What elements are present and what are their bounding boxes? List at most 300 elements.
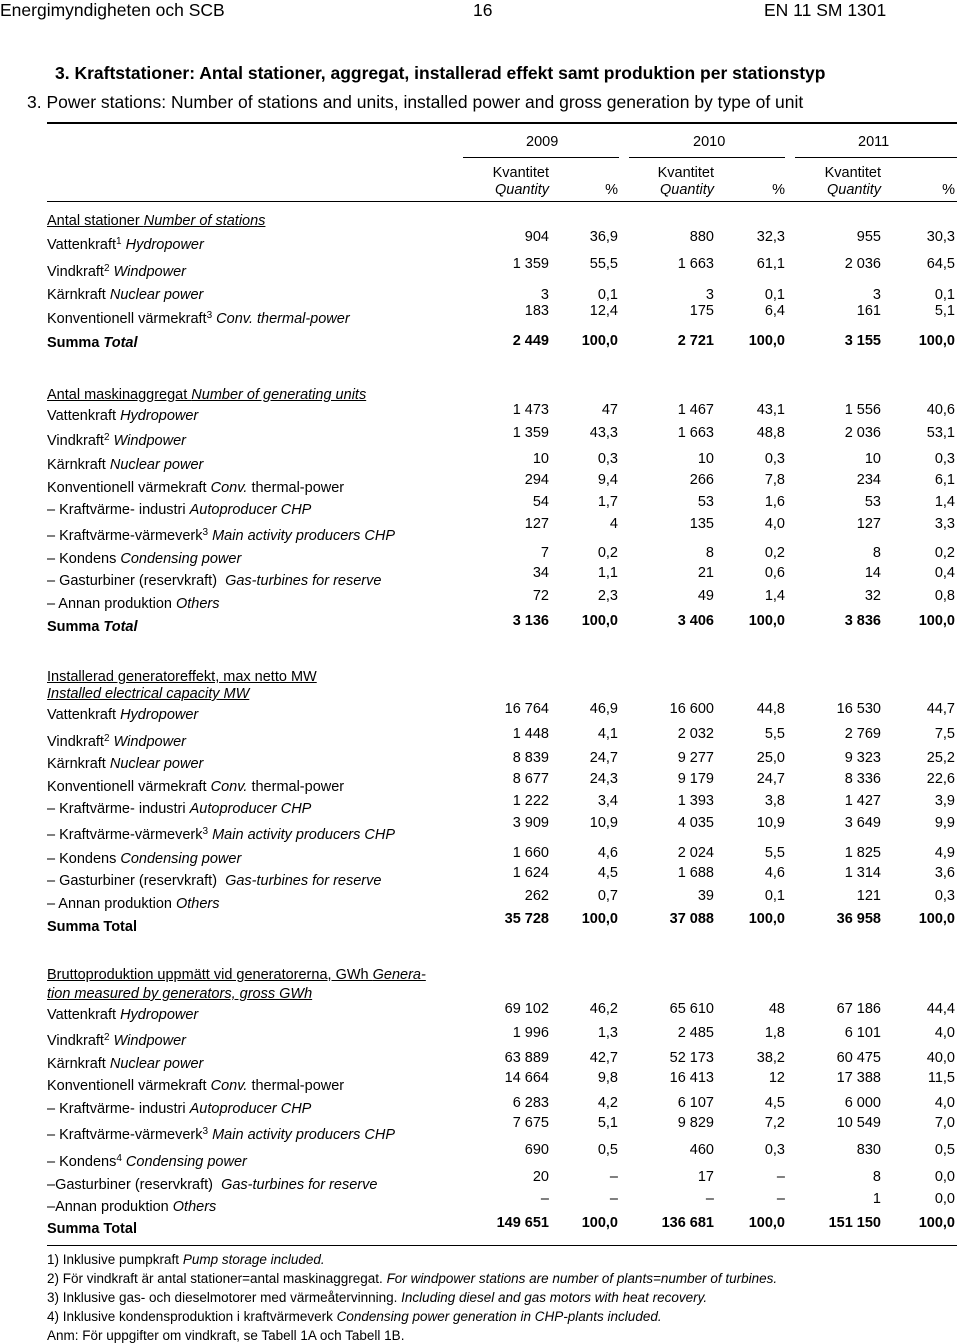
table-cell: 1 825 bbox=[844, 845, 881, 861]
label-part: – Kraftvärme- industri bbox=[47, 502, 190, 518]
table-cell: 39 bbox=[697, 888, 714, 904]
table-cell: 3 155 bbox=[844, 333, 881, 349]
table-cell: 61,1 bbox=[756, 256, 785, 272]
table-cell: 7 bbox=[540, 545, 549, 561]
label-part: – Kraftvärme- industri bbox=[47, 801, 190, 817]
table-cell: 20 bbox=[532, 1169, 549, 1185]
footnote bbox=[47, 1272, 777, 1286]
row-label bbox=[47, 1155, 247, 1170]
table-cell: – bbox=[776, 1191, 785, 1207]
footnote-ref: 4 bbox=[116, 1153, 122, 1164]
table-cell: 30,3 bbox=[926, 229, 955, 245]
label-part: Total bbox=[103, 335, 138, 351]
table-cell: 0,3 bbox=[934, 888, 955, 904]
table-cell: 36,9 bbox=[589, 229, 618, 245]
table-cell: 52 173 bbox=[669, 1050, 714, 1066]
table-cell: 69 102 bbox=[504, 1001, 549, 1017]
table-cell: 14 664 bbox=[504, 1070, 549, 1086]
table-cell: 1 359 bbox=[512, 256, 549, 272]
label-part: Windpower bbox=[109, 264, 186, 280]
label-part: Condensing power generation in CHP-plants included. bbox=[336, 1309, 662, 1324]
table-cell: 3 406 bbox=[677, 613, 714, 629]
table-cell: 5,5 bbox=[764, 845, 785, 861]
table-cell: 1 473 bbox=[512, 402, 549, 418]
label-part: tion measured by generators, gross GWh bbox=[47, 986, 313, 1002]
table-cell: 65 610 bbox=[669, 1001, 714, 1017]
label-part: Number of stations bbox=[143, 213, 266, 229]
label-part: Conv. bbox=[210, 779, 252, 795]
table-cell: 16 764 bbox=[504, 701, 549, 717]
table-cell: 44,8 bbox=[756, 701, 785, 717]
table-cell: 16 413 bbox=[669, 1070, 714, 1086]
table-cell: 9,9 bbox=[934, 815, 955, 831]
table-cell: 100,0 bbox=[581, 1215, 618, 1231]
table-cell: 2 024 bbox=[677, 845, 714, 861]
row-label bbox=[47, 481, 344, 496]
footnote-ref: 2 bbox=[103, 263, 110, 274]
label-part: Nuclear power bbox=[109, 287, 204, 303]
label-part: Conv. bbox=[210, 480, 252, 496]
table-cell: 44,7 bbox=[926, 701, 955, 717]
label-part: Antal maskinaggregat bbox=[47, 387, 192, 403]
table-cell: 3,9 bbox=[934, 793, 955, 809]
label-part: Antal stationer bbox=[47, 213, 144, 229]
table-cell: 43,1 bbox=[756, 402, 785, 418]
label-part: Number of generating units bbox=[191, 387, 367, 403]
label-part: Gas-turbines for reserve bbox=[225, 873, 382, 889]
table-cell: 9 323 bbox=[844, 750, 881, 766]
footnote-ref: 3 bbox=[202, 1126, 209, 1137]
table-cell: 1,7 bbox=[597, 494, 618, 510]
label-part: – Kraftvärme-värmeverk bbox=[47, 1127, 203, 1143]
table-cell: 10,9 bbox=[756, 815, 785, 831]
table-cell: 2 449 bbox=[512, 333, 549, 349]
header-kvantitet: Kvantitet bbox=[657, 165, 714, 181]
table-cell: 1 624 bbox=[512, 865, 549, 881]
table-cell: 12 bbox=[768, 1070, 785, 1086]
header-quantity: Quantity bbox=[827, 182, 881, 198]
table-cell: 1 bbox=[872, 1191, 881, 1207]
year-2010: 2010 bbox=[693, 134, 726, 150]
label-part: Konventionell värmekraft bbox=[47, 1078, 211, 1094]
label-part: –Annan produktion bbox=[47, 1199, 173, 1215]
table-cell: 830 bbox=[856, 1142, 881, 1158]
table-cell: 3 909 bbox=[512, 815, 549, 831]
row-label bbox=[47, 1200, 216, 1215]
label-part: – Kondens bbox=[47, 551, 121, 567]
label-part: Main activity producers CHP bbox=[208, 1127, 396, 1143]
row-label bbox=[47, 828, 395, 843]
table-cell: 5,1 bbox=[597, 1115, 618, 1131]
table-cell: 0,7 bbox=[597, 888, 618, 904]
table-cell: 1 663 bbox=[677, 256, 714, 272]
table-cell: 460 bbox=[689, 1142, 714, 1158]
table-cell: 0,6 bbox=[764, 565, 785, 581]
table-cell: 100,0 bbox=[918, 333, 955, 349]
table-cell: 4,9 bbox=[934, 845, 955, 861]
label-part: Vattenkraft bbox=[47, 1007, 121, 1023]
table-cell: 36 958 bbox=[836, 911, 881, 927]
table-cell: 63 889 bbox=[504, 1050, 549, 1066]
table-cell: 46,2 bbox=[589, 1001, 618, 1017]
table-cell: 17 bbox=[697, 1169, 714, 1185]
table-cell: 183 bbox=[524, 303, 549, 319]
table-cell: 3,6 bbox=[934, 865, 955, 881]
label-part: 2) För vindkraft är antal stationer=antal maskinaggregat. bbox=[47, 1271, 387, 1286]
table-cell: 1 996 bbox=[512, 1025, 549, 1041]
table-cell: 35 728 bbox=[504, 911, 549, 927]
table-cell: 6,1 bbox=[934, 472, 955, 488]
label-part: Nuclear power bbox=[109, 1056, 204, 1072]
label-part: thermal-power bbox=[257, 311, 350, 327]
table-cell: 7,2 bbox=[764, 1115, 785, 1131]
table-cell: 4 bbox=[609, 516, 618, 532]
label-part: Vattenkraft bbox=[47, 707, 121, 723]
label-part: 3) Inklusive gas- och dieselmotorer med värmeåtervinning. bbox=[47, 1290, 402, 1305]
table-cell: 7,0 bbox=[934, 1115, 955, 1131]
table-cell: 3 bbox=[540, 287, 549, 303]
table-cell: 10 bbox=[697, 451, 714, 467]
label-part: For windpower stations are number of plants=number of turbines. bbox=[386, 1271, 778, 1286]
footnote bbox=[47, 1291, 707, 1305]
table-cell: 0,1 bbox=[597, 287, 618, 303]
row-label bbox=[47, 434, 186, 449]
table-cell: 47 bbox=[601, 402, 618, 418]
total-row-label bbox=[47, 620, 138, 635]
label-part: – Annan produktion bbox=[47, 896, 176, 912]
table-cell: 10,9 bbox=[589, 815, 618, 831]
row-label bbox=[47, 1079, 344, 1094]
footnote-ref: 2 bbox=[103, 1032, 110, 1043]
table-cell: 72 bbox=[532, 588, 549, 604]
table-cell: 8 bbox=[705, 545, 714, 561]
table-cell: 46,9 bbox=[589, 701, 618, 717]
label-part: thermal-power bbox=[251, 480, 345, 496]
row-label bbox=[47, 1102, 311, 1117]
table-cell: 55,5 bbox=[589, 256, 618, 272]
label-part: thermal-power bbox=[251, 779, 345, 795]
header-percent: % bbox=[605, 182, 618, 198]
label-part: Kärnkraft bbox=[47, 287, 110, 303]
table-cell: 0,4 bbox=[934, 565, 955, 581]
table-cell: 5,1 bbox=[934, 303, 955, 319]
table-cell: 4,5 bbox=[764, 1095, 785, 1111]
table-cell: 2,3 bbox=[597, 588, 618, 604]
table-cell: 955 bbox=[856, 229, 881, 245]
header-quantity: Quantity bbox=[495, 182, 549, 198]
row-label bbox=[47, 409, 198, 424]
row-label bbox=[47, 312, 350, 327]
table-cell: 25,0 bbox=[756, 750, 785, 766]
table-cell: 1,4 bbox=[934, 494, 955, 510]
table-cell: 32,3 bbox=[756, 229, 785, 245]
header-percent: % bbox=[772, 182, 785, 198]
year-rule-2009 bbox=[463, 157, 619, 158]
table-cell: 880 bbox=[689, 229, 714, 245]
section-title-line2 bbox=[47, 686, 249, 703]
table-cell: 175 bbox=[689, 303, 714, 319]
row-label bbox=[47, 852, 241, 867]
label-part: Anm: För uppgifter om vindkraft, se Tabell 1A och Tabell 1B. bbox=[47, 1328, 405, 1343]
label-part: Conv. bbox=[212, 311, 257, 327]
table-cell: 100,0 bbox=[581, 333, 618, 349]
total-row-label bbox=[47, 1222, 137, 1237]
table-cell: 2 032 bbox=[677, 726, 714, 742]
label-part: Total bbox=[103, 619, 138, 635]
table-cell: 48 bbox=[768, 1001, 785, 1017]
label-part: – Kondens bbox=[47, 851, 121, 867]
label-part: Gas-turbines for reserve bbox=[225, 573, 382, 589]
header-left: Energimyndigheten och SCB bbox=[0, 0, 225, 20]
table-cell: 2 485 bbox=[677, 1025, 714, 1041]
table-cell: 8 336 bbox=[844, 771, 881, 787]
label-part: Main activity producers CHP bbox=[208, 528, 396, 544]
table-cell: – bbox=[609, 1191, 618, 1207]
table-cell: 2 036 bbox=[844, 256, 881, 272]
table-cell: 54 bbox=[532, 494, 549, 510]
label-part: Konventionell värmekraft bbox=[47, 480, 211, 496]
label-part: Genera- bbox=[372, 967, 426, 983]
row-label bbox=[47, 265, 186, 280]
label-part: Nuclear power bbox=[109, 756, 204, 772]
header-right: EN 11 SM 1301 bbox=[764, 0, 887, 20]
table-cell: 127 bbox=[524, 516, 549, 532]
table-cell: 0,2 bbox=[597, 545, 618, 561]
row-label bbox=[47, 757, 203, 772]
table-cell: 9,8 bbox=[597, 1070, 618, 1086]
label-part: Condensing power bbox=[121, 1154, 247, 1170]
label-part: Gas-turbines for reserve bbox=[221, 1177, 378, 1193]
table-cell: 53 bbox=[864, 494, 881, 510]
table-cell: 135 bbox=[689, 516, 714, 532]
table-cell: 42,7 bbox=[589, 1050, 618, 1066]
table-cell: 9 179 bbox=[677, 771, 714, 787]
table-cell: 8 839 bbox=[512, 750, 549, 766]
table-cell: 9,4 bbox=[597, 472, 618, 488]
table-cell: 3,3 bbox=[934, 516, 955, 532]
table-cell: 44,4 bbox=[926, 1001, 955, 1017]
table-cell: 40,0 bbox=[926, 1050, 955, 1066]
table-cell: 3,4 bbox=[597, 793, 618, 809]
table-cell: 4 035 bbox=[677, 815, 714, 831]
table-cell: 67 186 bbox=[836, 1001, 881, 1017]
table-cell: 24,7 bbox=[589, 750, 618, 766]
footnote-ref: 2 bbox=[103, 733, 110, 744]
table-cell: 64,5 bbox=[926, 256, 955, 272]
table-cell: 8 bbox=[872, 545, 881, 561]
table-cell: 0,5 bbox=[934, 1142, 955, 1158]
table-cell: 53,1 bbox=[926, 425, 955, 441]
table-cell: 0,1 bbox=[764, 888, 785, 904]
table-cell: 21 bbox=[697, 565, 714, 581]
table-cell: 24,7 bbox=[756, 771, 785, 787]
table-cell: 1 467 bbox=[677, 402, 714, 418]
table-cell: 1 427 bbox=[844, 793, 881, 809]
table-cell: 22,6 bbox=[926, 771, 955, 787]
table-cell: 1,4 bbox=[764, 588, 785, 604]
label-part: Kärnkraft bbox=[47, 1056, 110, 1072]
year-rule-2010 bbox=[629, 157, 785, 158]
table-cell: 48,8 bbox=[756, 425, 785, 441]
label-part: Main activity producers CHP bbox=[208, 827, 396, 843]
label-part: Nuclear power bbox=[109, 457, 204, 473]
table-cell: 100,0 bbox=[581, 613, 618, 629]
row-label bbox=[47, 574, 381, 589]
table-cell: 37 088 bbox=[669, 911, 714, 927]
table-cell: 1 660 bbox=[512, 845, 549, 861]
table-cell: 1 448 bbox=[512, 726, 549, 742]
table-cell: 34 bbox=[532, 565, 549, 581]
table-cell: 6,4 bbox=[764, 303, 785, 319]
label-part: Vindkraft bbox=[47, 433, 104, 449]
row-label bbox=[47, 1128, 395, 1143]
table-cell: 7,5 bbox=[934, 726, 955, 742]
label-part: Hydropower bbox=[120, 1007, 199, 1023]
table-cell: – bbox=[705, 1191, 714, 1207]
table-cell: 43,3 bbox=[589, 425, 618, 441]
table-cell: 4,2 bbox=[597, 1095, 618, 1111]
header-percent: % bbox=[942, 182, 955, 198]
label-part: Summa Total bbox=[47, 1221, 137, 1237]
footnote bbox=[47, 1310, 662, 1324]
label-part: Autoproducer CHP bbox=[189, 502, 312, 518]
table-cell: 16 600 bbox=[669, 701, 714, 717]
label-part: Konventionell värmekraft bbox=[47, 311, 207, 327]
label-part: Condensing power bbox=[120, 851, 242, 867]
row-label bbox=[47, 288, 203, 303]
header-kvantitet: Kvantitet bbox=[824, 165, 881, 181]
table-cell: 1 556 bbox=[844, 402, 881, 418]
row-label bbox=[47, 503, 311, 518]
year-2011: 2011 bbox=[858, 134, 890, 150]
label-part: Installerad generatoreffekt, max netto MW bbox=[47, 669, 317, 685]
table-cell: 1 688 bbox=[677, 865, 714, 881]
label-part: Konventionell värmekraft bbox=[47, 779, 211, 795]
table-cell: 6 000 bbox=[844, 1095, 881, 1111]
table-cell: 40,6 bbox=[926, 402, 955, 418]
table-cell: 6 283 bbox=[512, 1095, 549, 1111]
table-cell: 100,0 bbox=[748, 911, 785, 927]
total-row-label bbox=[47, 336, 138, 351]
label-part: Autoproducer CHP bbox=[189, 1101, 312, 1117]
page-number: 16 bbox=[473, 0, 493, 20]
table-cell: 10 bbox=[864, 451, 881, 467]
table-cell: 5,5 bbox=[764, 726, 785, 742]
table-cell: 100,0 bbox=[918, 911, 955, 927]
label-part: thermal-power bbox=[251, 1078, 345, 1094]
header-rule bbox=[47, 201, 957, 202]
table-cell: 1 222 bbox=[512, 793, 549, 809]
table-cell: 161 bbox=[856, 303, 881, 319]
row-label bbox=[47, 897, 220, 912]
label-part: – Gasturbiner (reservkraft) bbox=[47, 573, 226, 589]
table-cell: 266 bbox=[689, 472, 714, 488]
table-cell: 0,8 bbox=[934, 588, 955, 604]
table-cell: – bbox=[609, 1169, 618, 1185]
row-label bbox=[47, 597, 220, 612]
table-cell: 0,0 bbox=[934, 1169, 955, 1185]
table-cell: 121 bbox=[856, 888, 881, 904]
label-part: Installed electrical capacity MW bbox=[47, 686, 250, 702]
table-cell: 0,5 bbox=[597, 1142, 618, 1158]
table-cell: 10 bbox=[532, 451, 549, 467]
table-cell: 1 314 bbox=[844, 865, 881, 881]
label-part: Vindkraft bbox=[47, 1033, 104, 1049]
table-cell: 3,8 bbox=[764, 793, 785, 809]
label-part: – Gasturbiner (reservkraft) bbox=[47, 873, 226, 889]
row-label bbox=[47, 1034, 186, 1049]
table-cell: 4,6 bbox=[597, 845, 618, 861]
label-part: Autoproducer CHP bbox=[189, 801, 312, 817]
label-part: – Kondens bbox=[47, 1154, 117, 1170]
footnote-ref: 3 bbox=[202, 826, 209, 837]
footnote-ref: 3 bbox=[206, 310, 213, 321]
table-cell: 262 bbox=[524, 888, 549, 904]
table-cell: 0,0 bbox=[934, 1191, 955, 1207]
title-rule bbox=[47, 122, 957, 124]
table-cell: 0,2 bbox=[764, 545, 785, 561]
label-part: Hydropower bbox=[120, 707, 199, 723]
table-cell: 38,2 bbox=[756, 1050, 785, 1066]
table-cell: 25,2 bbox=[926, 750, 955, 766]
table-cell: 60 475 bbox=[836, 1050, 881, 1066]
table-cell: 0,3 bbox=[764, 1142, 785, 1158]
table-cell: 127 bbox=[856, 516, 881, 532]
table-cell: 100,0 bbox=[748, 1215, 785, 1231]
label-part: – Annan produktion bbox=[47, 596, 176, 612]
section-title-line2 bbox=[47, 986, 312, 1003]
table-cell: 12,4 bbox=[589, 303, 618, 319]
label-part: Windpower bbox=[109, 734, 186, 750]
table-cell: 100,0 bbox=[918, 613, 955, 629]
table-cell: 8 677 bbox=[512, 771, 549, 787]
table-cell: 1,1 bbox=[597, 565, 618, 581]
table-cell: 4,5 bbox=[597, 865, 618, 881]
table-cell: 149 651 bbox=[496, 1215, 549, 1231]
table-cell: 3 bbox=[872, 287, 881, 303]
label-part: Summa bbox=[47, 335, 104, 351]
title-swedish: 3. Kraftstationer: Antal stationer, aggregat, installerad effekt samt produktion per stationstyp bbox=[55, 63, 826, 83]
row-label bbox=[47, 780, 344, 795]
table-cell: 6 107 bbox=[677, 1095, 714, 1111]
total-row-label bbox=[47, 920, 137, 935]
label-part: – Kraftvärme-värmeverk bbox=[47, 528, 203, 544]
label-part: Pump storage included. bbox=[182, 1252, 325, 1267]
label-part: Others bbox=[176, 596, 220, 612]
header-kvantitet: Kvantitet bbox=[492, 165, 549, 181]
label-part: Hydropower bbox=[120, 408, 199, 424]
label-part: Vindkraft bbox=[47, 264, 104, 280]
table-cell: 2 769 bbox=[844, 726, 881, 742]
table-cell: 6 101 bbox=[844, 1025, 881, 1041]
table-cell: 2 721 bbox=[677, 333, 714, 349]
label-part: Hydropower bbox=[121, 237, 204, 253]
table-cell: 14 bbox=[864, 565, 881, 581]
label-part: Kärnkraft bbox=[47, 756, 110, 772]
table-cell: 9 829 bbox=[677, 1115, 714, 1131]
table-cell: 2 036 bbox=[844, 425, 881, 441]
table-cell: 1,3 bbox=[597, 1025, 618, 1041]
label-part: Vindkraft bbox=[47, 734, 104, 750]
table-cell: 294 bbox=[524, 472, 549, 488]
footnote-rule bbox=[47, 1245, 957, 1246]
row-label bbox=[47, 458, 203, 473]
table-cell: 1,8 bbox=[764, 1025, 785, 1041]
section-title bbox=[47, 387, 366, 404]
year-2009: 2009 bbox=[526, 134, 559, 150]
table-cell: 1,6 bbox=[764, 494, 785, 510]
table-cell: 49 bbox=[697, 588, 714, 604]
